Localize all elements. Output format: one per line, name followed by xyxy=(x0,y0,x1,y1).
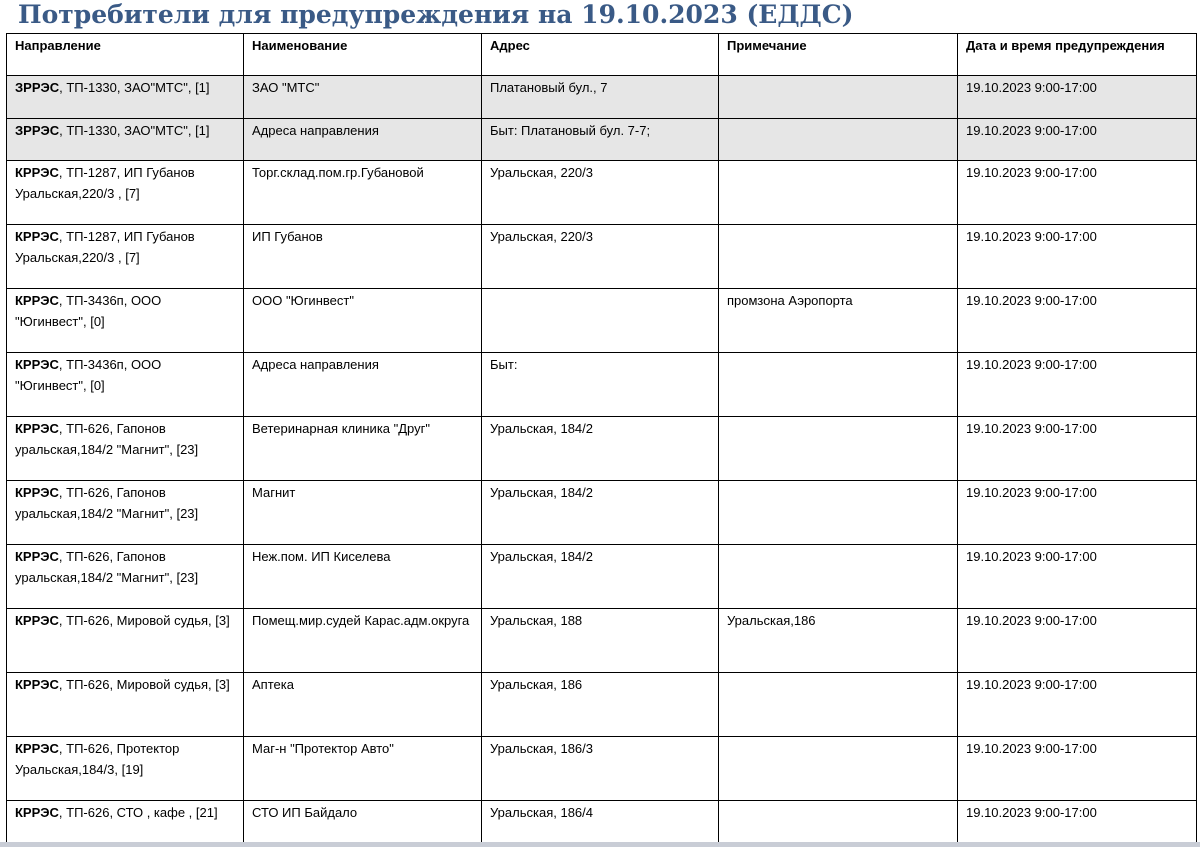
cell-direction xyxy=(7,353,244,417)
cell-address: Платановый бул., 7 xyxy=(482,76,719,119)
table-row xyxy=(7,161,1197,225)
cell-datetime: 19.10.2023 9:00-17:00 xyxy=(958,225,1197,289)
table-header-row xyxy=(7,34,1197,76)
table-row xyxy=(7,801,1197,844)
res-code: КРРЭС xyxy=(15,613,59,628)
cell-direction xyxy=(7,119,244,161)
cell-name: ООО "Югинвест" xyxy=(244,289,482,353)
cell-name: ЗАО "МТС" xyxy=(244,76,482,119)
cell-datetime: 19.10.2023 9:00-17:00 xyxy=(958,161,1197,225)
cell-address xyxy=(482,289,719,353)
res-code: КРРЭС xyxy=(15,421,59,436)
table-row xyxy=(7,417,1197,481)
direction-text: , ТП-626, Протектор Уральская,184/3, [19] xyxy=(15,741,180,777)
direction-text: , ТП-626, Мировой судья, [3] xyxy=(58,613,230,628)
cell-address: Уральская, 186/3 xyxy=(482,737,719,801)
cell-note xyxy=(719,76,958,119)
res-code: КРРЭС xyxy=(15,357,59,372)
cell-name: Маг-н "Протектор Авто" xyxy=(244,737,482,801)
cell-name: Неж.пом. ИП Киселева xyxy=(244,545,482,609)
cell-note xyxy=(719,417,958,481)
cell-datetime: 19.10.2023 9:00-17:00 xyxy=(958,289,1197,353)
cell-direction xyxy=(7,545,244,609)
direction-text: , ТП-1330, ЗАО"МТС", [1] xyxy=(59,80,210,95)
cell-direction xyxy=(7,225,244,289)
header-name: Наименование xyxy=(244,34,482,76)
res-code: КРРЭС xyxy=(15,229,59,244)
res-code: КРРЭС xyxy=(15,741,59,756)
bottom-divider xyxy=(0,842,1200,847)
cell-datetime: 19.10.2023 9:00-17:00 xyxy=(958,545,1197,609)
cell-datetime: 19.10.2023 9:00-17:00 xyxy=(958,737,1197,801)
direction-text: , ТП-626, Мировой судья, [3] xyxy=(58,677,230,692)
cell-note xyxy=(719,225,958,289)
cell-address: Быт: xyxy=(482,353,719,417)
direction-text: , ТП-1287, ИП Губанов Уральская,220/3 , [7] xyxy=(15,229,195,265)
cell-datetime: 19.10.2023 9:00-17:00 xyxy=(958,609,1197,673)
cell-datetime: 19.10.2023 9:00-17:00 xyxy=(958,481,1197,545)
direction-text: , ТП-3436п, ООО "Югинвест", [0] xyxy=(15,357,162,393)
header-address: Адрес xyxy=(482,34,719,76)
res-code: ЗРРЭС xyxy=(15,80,60,95)
cell-direction xyxy=(7,161,244,225)
cell-direction xyxy=(7,673,244,737)
table-row xyxy=(7,353,1197,417)
cell-direction xyxy=(7,289,244,353)
direction-text: , ТП-626, Гапонов уральская,184/2 "Магнит", [23] xyxy=(15,549,199,585)
cell-datetime: 19.10.2023 9:00-17:00 xyxy=(958,801,1197,844)
cell-datetime: 19.10.2023 9:00-17:00 xyxy=(958,353,1197,417)
direction-text: , ТП-626, Гапонов уральская,184/2 "Магнит", [23] xyxy=(15,485,199,521)
cell-direction xyxy=(7,417,244,481)
header-datetime: Дата и время предупреждения xyxy=(958,34,1197,76)
cell-name: ИП Губанов xyxy=(244,225,482,289)
cell-note xyxy=(719,545,958,609)
cell-note xyxy=(719,119,958,161)
cell-datetime: 19.10.2023 9:00-17:00 xyxy=(958,417,1197,481)
cell-address: Уральская, 188 xyxy=(482,609,719,673)
direction-text: , ТП-1330, ЗАО"МТС", [1] xyxy=(59,123,210,138)
cell-direction xyxy=(7,801,244,844)
cell-address: Уральская, 220/3 xyxy=(482,225,719,289)
cell-note xyxy=(719,673,958,737)
table-row xyxy=(7,76,1197,119)
cell-datetime: 19.10.2023 9:00-17:00 xyxy=(958,119,1197,161)
cell-address: Уральская, 184/2 xyxy=(482,545,719,609)
res-code: ЗРРЭС xyxy=(15,123,60,138)
cell-note xyxy=(719,353,958,417)
cell-direction xyxy=(7,609,244,673)
cell-address: Уральская, 184/2 xyxy=(482,417,719,481)
cell-direction xyxy=(7,737,244,801)
page-title: Потребители для предупреждения на 19.10.2023 (ЕДДС) xyxy=(18,0,854,29)
cell-note xyxy=(719,737,958,801)
res-code: КРРЭС xyxy=(15,485,59,500)
res-code: КРРЭС xyxy=(15,677,59,692)
table-row xyxy=(7,119,1197,161)
cell-note xyxy=(719,801,958,844)
res-code: КРРЭС xyxy=(15,165,59,180)
header-direction: Направление xyxy=(7,34,244,76)
table-row xyxy=(7,289,1197,353)
cell-note xyxy=(719,161,958,225)
cell-direction xyxy=(7,76,244,119)
table-row xyxy=(7,545,1197,609)
cell-address: Уральская, 186/4 xyxy=(482,801,719,844)
cell-address: Уральская, 184/2 xyxy=(482,481,719,545)
table-row xyxy=(7,737,1197,801)
cell-datetime: 19.10.2023 9:00-17:00 xyxy=(958,673,1197,737)
table-row xyxy=(7,609,1197,673)
consumers-table xyxy=(6,33,1197,844)
header-note: Примечание xyxy=(719,34,958,76)
cell-note: промзона Аэропорта xyxy=(719,289,958,353)
cell-name: Магнит xyxy=(244,481,482,545)
table-row xyxy=(7,225,1197,289)
cell-name: Аптека xyxy=(244,673,482,737)
res-code: КРРЭС xyxy=(15,549,59,564)
direction-text: , ТП-1287, ИП Губанов Уральская,220/3 , [7] xyxy=(15,165,195,201)
cell-name: СТО ИП Байдало xyxy=(244,801,482,844)
direction-text: , ТП-3436п, ООО "Югинвест", [0] xyxy=(15,293,162,329)
table-row xyxy=(7,481,1197,545)
cell-direction xyxy=(7,481,244,545)
res-code: КРРЭС xyxy=(15,805,59,820)
res-code: КРРЭС xyxy=(15,293,59,308)
cell-address: Уральская, 220/3 xyxy=(482,161,719,225)
cell-name: Помещ.мир.судей Карас.адм.округа xyxy=(244,609,482,673)
cell-note xyxy=(719,481,958,545)
cell-name: Торг.склад.пом.гр.Губановой xyxy=(244,161,482,225)
cell-name: Ветеринарная клиника "Друг" xyxy=(244,417,482,481)
cell-note: Уральская,186 xyxy=(719,609,958,673)
cell-address: Быт: Платановый бул. 7-7; xyxy=(482,119,719,161)
direction-text: , ТП-626, СТО , кафе , [21] xyxy=(58,805,218,820)
cell-name: Адреса направления xyxy=(244,353,482,417)
cell-datetime: 19.10.2023 9:00-17:00 xyxy=(958,76,1197,119)
cell-address: Уральская, 186 xyxy=(482,673,719,737)
direction-text: , ТП-626, Гапонов уральская,184/2 "Магнит", [23] xyxy=(15,421,199,457)
cell-name: Адреса направления xyxy=(244,119,482,161)
table-row xyxy=(7,673,1197,737)
